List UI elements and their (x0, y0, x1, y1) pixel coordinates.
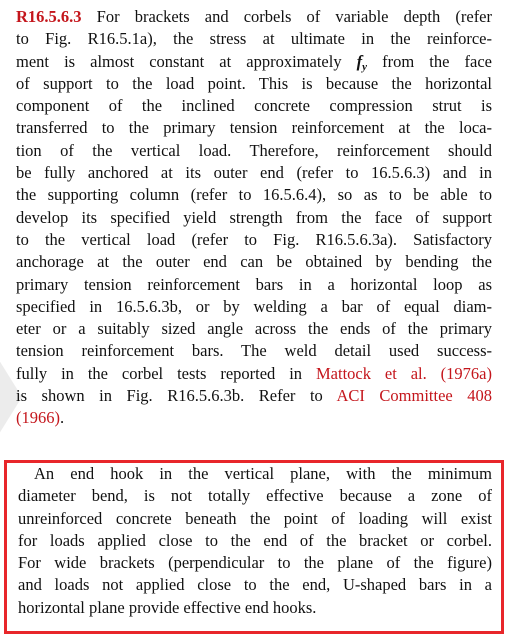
text-line: and loads not applied close to the end, U-shaped bars in a (18, 575, 492, 595)
text-line: specified in 16.5.6.3b, or by welding a bar of equal diam- (16, 296, 492, 316)
text-line: R16.5.6.3 For brackets and corbels of variable depth (refer (16, 7, 493, 26)
text-line: primary tension reinforcement bars in a horizontal loop as (16, 274, 492, 294)
text-line: (1966). (16, 408, 65, 428)
text-line: tion of the vertical load. Therefore, reinforcement should (16, 140, 492, 160)
text-line: tension reinforcement bars. The weld detail used success- (16, 341, 492, 361)
highlighted-paragraph (18, 463, 492, 619)
text-line: of support to the load point. This is because the horizontal (16, 73, 492, 93)
text-line: ment is almost constant at approximately $f_y$ from the face (16, 51, 492, 73)
text-line: unreinforced concrete beneath the point of loading will exist (18, 508, 492, 528)
text-line: for loads applied close to the end of the bracket or corbel. (18, 530, 492, 550)
text-line: anchorage at the outer end can be obtained by bending the (16, 252, 492, 272)
section-number: R16.5.6.3 (16, 7, 82, 26)
fy-symbol: $f_y$ (356, 51, 368, 73)
text-line: fully in the corbel tests reported in Mattock et al. (1976a) (16, 363, 492, 383)
text-line: diameter bend, is not totally effective because a zone of (18, 486, 492, 506)
text-line: component of the inclined concrete compression strut is (16, 96, 492, 116)
citation-link-aci-408[interactable]: ACI Committee 408 (336, 386, 493, 406)
text-line: develop its specified yield strength from the face of support (16, 207, 492, 227)
text-line: is shown in Fig. R16.5.6.3b. Refer to ACI Committee 408 (16, 386, 493, 406)
text-line: horizontal plane provide effective end hooks. (18, 597, 317, 617)
commentary-paragraph (16, 6, 492, 430)
text-line: to the vertical load (refer to Fig. R16.5.6.3a). Satisfactory (16, 229, 492, 249)
text-line: eter or a suitably sized angle across the ends of the primary (16, 319, 492, 339)
text-line: the supporting column (refer to 16.5.6.4), so as to be able to (16, 185, 492, 205)
citation-link-mattock[interactable]: Mattock et al. (1976a) (315, 363, 492, 383)
text-line: be fully anchored at its outer end (refer to 16.5.6.3) and in (16, 163, 492, 183)
text-line: transferred to the primary tension reinforcement at the loca- (16, 118, 492, 138)
text-line: An end hook in the vertical plane, with the minimum (34, 464, 492, 483)
citation-link-aci-408-year[interactable]: (1966) (16, 408, 60, 428)
text-line: to Fig. R16.5.1a), the stress at ultimate in the reinforce- (16, 29, 492, 49)
text-line: For wide brackets (perpendicular to the plane of the figure) (18, 553, 492, 573)
